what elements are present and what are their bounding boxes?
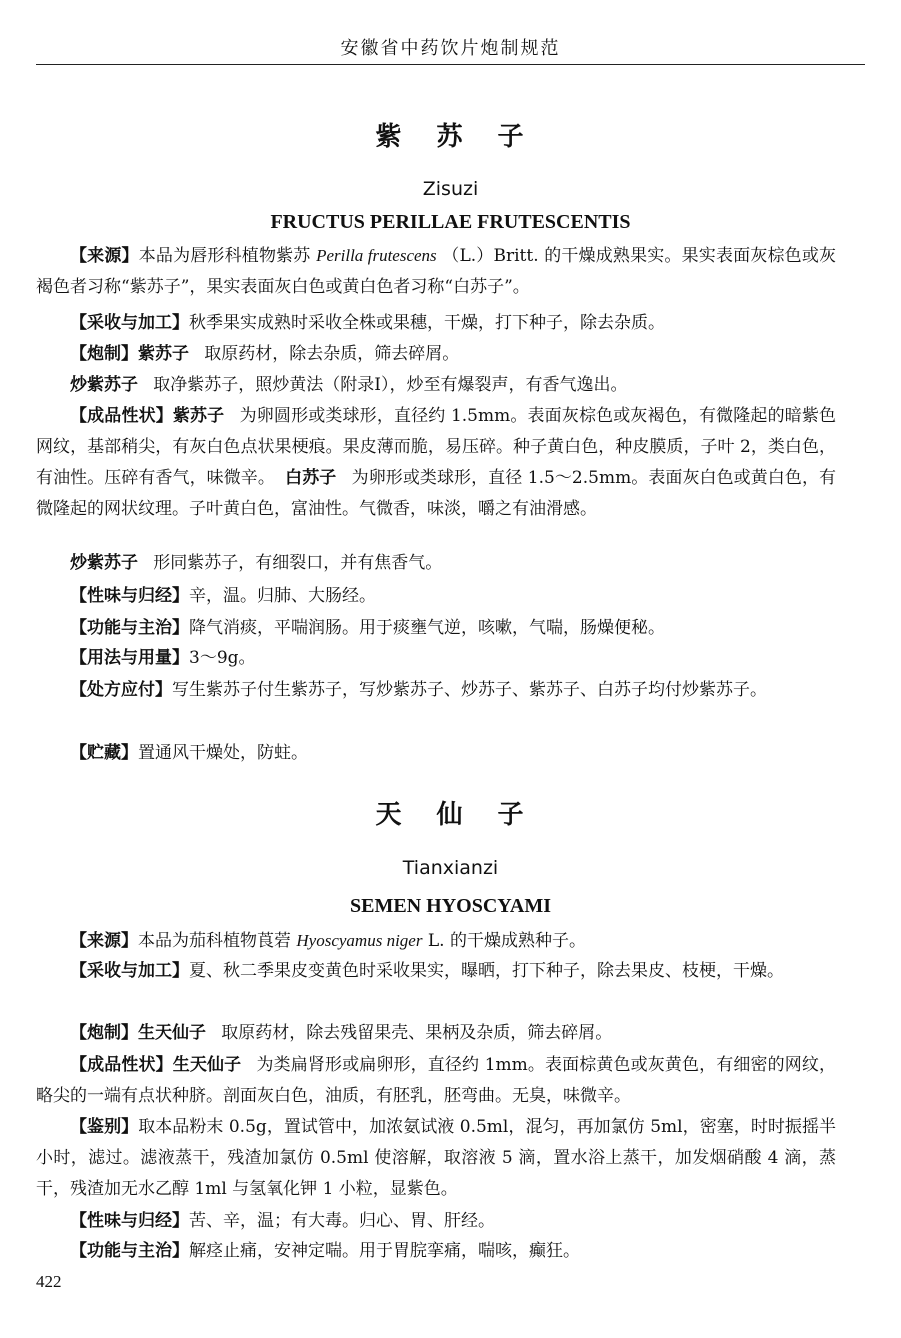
section-label: 【功能与主治】 bbox=[70, 618, 189, 638]
subheading: 白苏子 bbox=[285, 468, 337, 488]
section-storage bbox=[36, 738, 836, 769]
section-text: 解痉止痛，安神定喘。用于胃脘挛痛，喘咳，癫狂。 bbox=[189, 1241, 580, 1261]
subheading: 生天仙子 bbox=[138, 1023, 206, 1043]
entry-latin-zisuzi: FRUCTUS PERILLAE FRUTESCENTIS bbox=[270, 211, 631, 233]
section-label: 【来源】 bbox=[70, 931, 138, 951]
section-text: 置通风干燥处，防蛀。 bbox=[138, 743, 308, 763]
entry-pinyin-tianxianzi: Tianxianzi bbox=[402, 857, 499, 879]
entry-title-zisuzi: 紫 苏 子 bbox=[375, 122, 526, 152]
section-text: 为卵形或类球形，直径 1.5～2.5mm。表面灰白色或黄白色，有微隆起的网状纹理。子叶黄白色，富油性。气微香，味淡，嚼之有油滑感。 bbox=[36, 468, 837, 519]
section-label: 【来源】 bbox=[70, 246, 139, 266]
section-label: 【性味与归经】 bbox=[70, 586, 189, 606]
section-processing bbox=[36, 339, 836, 370]
section-nature bbox=[36, 1206, 836, 1237]
page-number: 422 bbox=[36, 1272, 62, 1291]
entry-title-tianxianzi: 天 仙 子 bbox=[375, 800, 526, 830]
section-source bbox=[36, 925, 836, 957]
section-text: 降气消痰，平喘润肠。用于痰壅气逆，咳嗽，气喘，肠燥便秘。 bbox=[189, 618, 665, 638]
section-source bbox=[36, 240, 836, 303]
section-character-fried bbox=[36, 548, 836, 579]
section-identification bbox=[36, 1112, 836, 1205]
section-function bbox=[36, 1236, 836, 1267]
section-harvest bbox=[36, 956, 836, 987]
section-label: 【炮制】 bbox=[70, 1023, 138, 1043]
section-text: 为卵圆形或类球形，直径约 1.5mm。表面灰棕色或灰褐色，有微隆起的暗紫色网纹，基部稍尖，有灰白色点状果梗痕。果皮薄而脆，易压碎。种子黄白色，种皮膜质，子叶 2，类白色，有油性。压碎有香气，味微辛。 bbox=[36, 406, 837, 488]
section-label: 【功能与主治】 bbox=[70, 1241, 189, 1261]
section-label: 【性味与归经】 bbox=[70, 1211, 189, 1231]
section-text: 本品为唇形科植物紫苏 bbox=[138, 246, 311, 266]
section-label: 【鉴别】 bbox=[70, 1117, 139, 1137]
section-label: 【成品性状】 bbox=[70, 1055, 173, 1075]
section-text: 3～9g。 bbox=[189, 648, 256, 668]
section-dosage bbox=[36, 643, 836, 674]
section-text: 夏、秋二季果皮变黄色时采收果实，曝晒，打下种子，除去果皮、枝梗，干燥。 bbox=[189, 961, 784, 981]
section-text: 形同紫苏子，有细裂口，并有焦香气。 bbox=[153, 553, 443, 573]
section-processing-fried bbox=[36, 370, 836, 401]
section-nature bbox=[36, 581, 836, 612]
section-text: （L.）Britt. 的干燥成熟果实。果实表面灰棕色或灰褐色者习称“紫苏子”，果实表面灰白色或黄白色者习称“白苏子”。 bbox=[36, 246, 837, 297]
section-text: 取原药材，除去杂质，筛去碎屑。 bbox=[204, 344, 460, 364]
running-header: 安徽省中药饮片炮制规范 bbox=[340, 38, 561, 59]
section-text: 秋季果实成熟时采收全株或果穗，干燥，打下种子，除去杂质。 bbox=[189, 313, 665, 333]
entry-latin-tianxianzi: SEMEN HYOSCYAMI bbox=[350, 895, 551, 917]
section-character bbox=[36, 1050, 836, 1112]
section-text: 本品为茄科植物莨菪 bbox=[138, 931, 291, 951]
section-label: 【成品性状】 bbox=[70, 406, 173, 426]
section-text: 取本品粉末 0.5g，置试管中，加浓氨试液 0.5ml，混匀，再加氯仿 5ml，密塞，时时振摇半小时，滤过。滤液蒸干，残渣加氯仿 0.5ml 使溶解，取溶液 5 滴，置水浴上蒸干，加发烟硝酸 4 滴，蒸干，残渣加无水乙醇 1ml 与氢氧化钾 1 小粒，显紫色。 bbox=[36, 1117, 837, 1199]
section-processing bbox=[36, 1018, 836, 1049]
section-label: 【炮制】 bbox=[70, 344, 138, 364]
section-text: 辛，温。归肺、大肠经。 bbox=[189, 586, 376, 606]
section-text: 苦、辛，温；有大毒。归心、胃、肝经。 bbox=[189, 1211, 495, 1231]
subheading: 紫苏子 bbox=[138, 344, 189, 364]
section-character bbox=[36, 401, 836, 525]
section-text: 为类扁肾形或扁卵形，直径约 1mm。表面棕黄色或灰黄色，有细密的网纹，略尖的一端有点状种脐。剖面灰白色，油质，有胚乳，胚弯曲。无臭，味微辛。 bbox=[36, 1055, 836, 1106]
entry-pinyin-zisuzi: Zisuzi bbox=[422, 178, 479, 200]
subheading: 炒紫苏子 bbox=[70, 553, 138, 573]
section-label: 【用法与用量】 bbox=[70, 648, 189, 668]
section-text: L. 的干燥成熟种子。 bbox=[427, 931, 586, 951]
section-label: 【采收与加工】 bbox=[70, 961, 189, 981]
section-text: 取原药材，除去残留果壳、果柄及杂质，筛去碎屑。 bbox=[221, 1023, 613, 1043]
species-name: Perilla frutescens bbox=[316, 246, 437, 265]
section-label: 【贮藏】 bbox=[70, 743, 138, 763]
subheading: 紫苏子 bbox=[172, 406, 225, 426]
species-name: Hyoscyamus niger bbox=[296, 931, 423, 950]
header-rule bbox=[36, 64, 865, 65]
section-label: 【采收与加工】 bbox=[70, 313, 189, 333]
section-prescription bbox=[36, 675, 836, 706]
section-label: 【处方应付】 bbox=[70, 680, 172, 700]
subheading: 炒紫苏子 bbox=[70, 375, 138, 395]
section-harvest bbox=[36, 308, 836, 339]
section-function bbox=[36, 613, 836, 644]
section-text: 取净紫苏子，照炒黄法（附录Ⅰ），炒至有爆裂声，有香气逸出。 bbox=[153, 375, 628, 395]
subheading: 生天仙子 bbox=[172, 1055, 242, 1075]
section-text: 写生紫苏子付生紫苏子，写炒紫苏子、炒苏子、紫苏子、白苏子均付炒紫苏子。 bbox=[172, 680, 767, 700]
